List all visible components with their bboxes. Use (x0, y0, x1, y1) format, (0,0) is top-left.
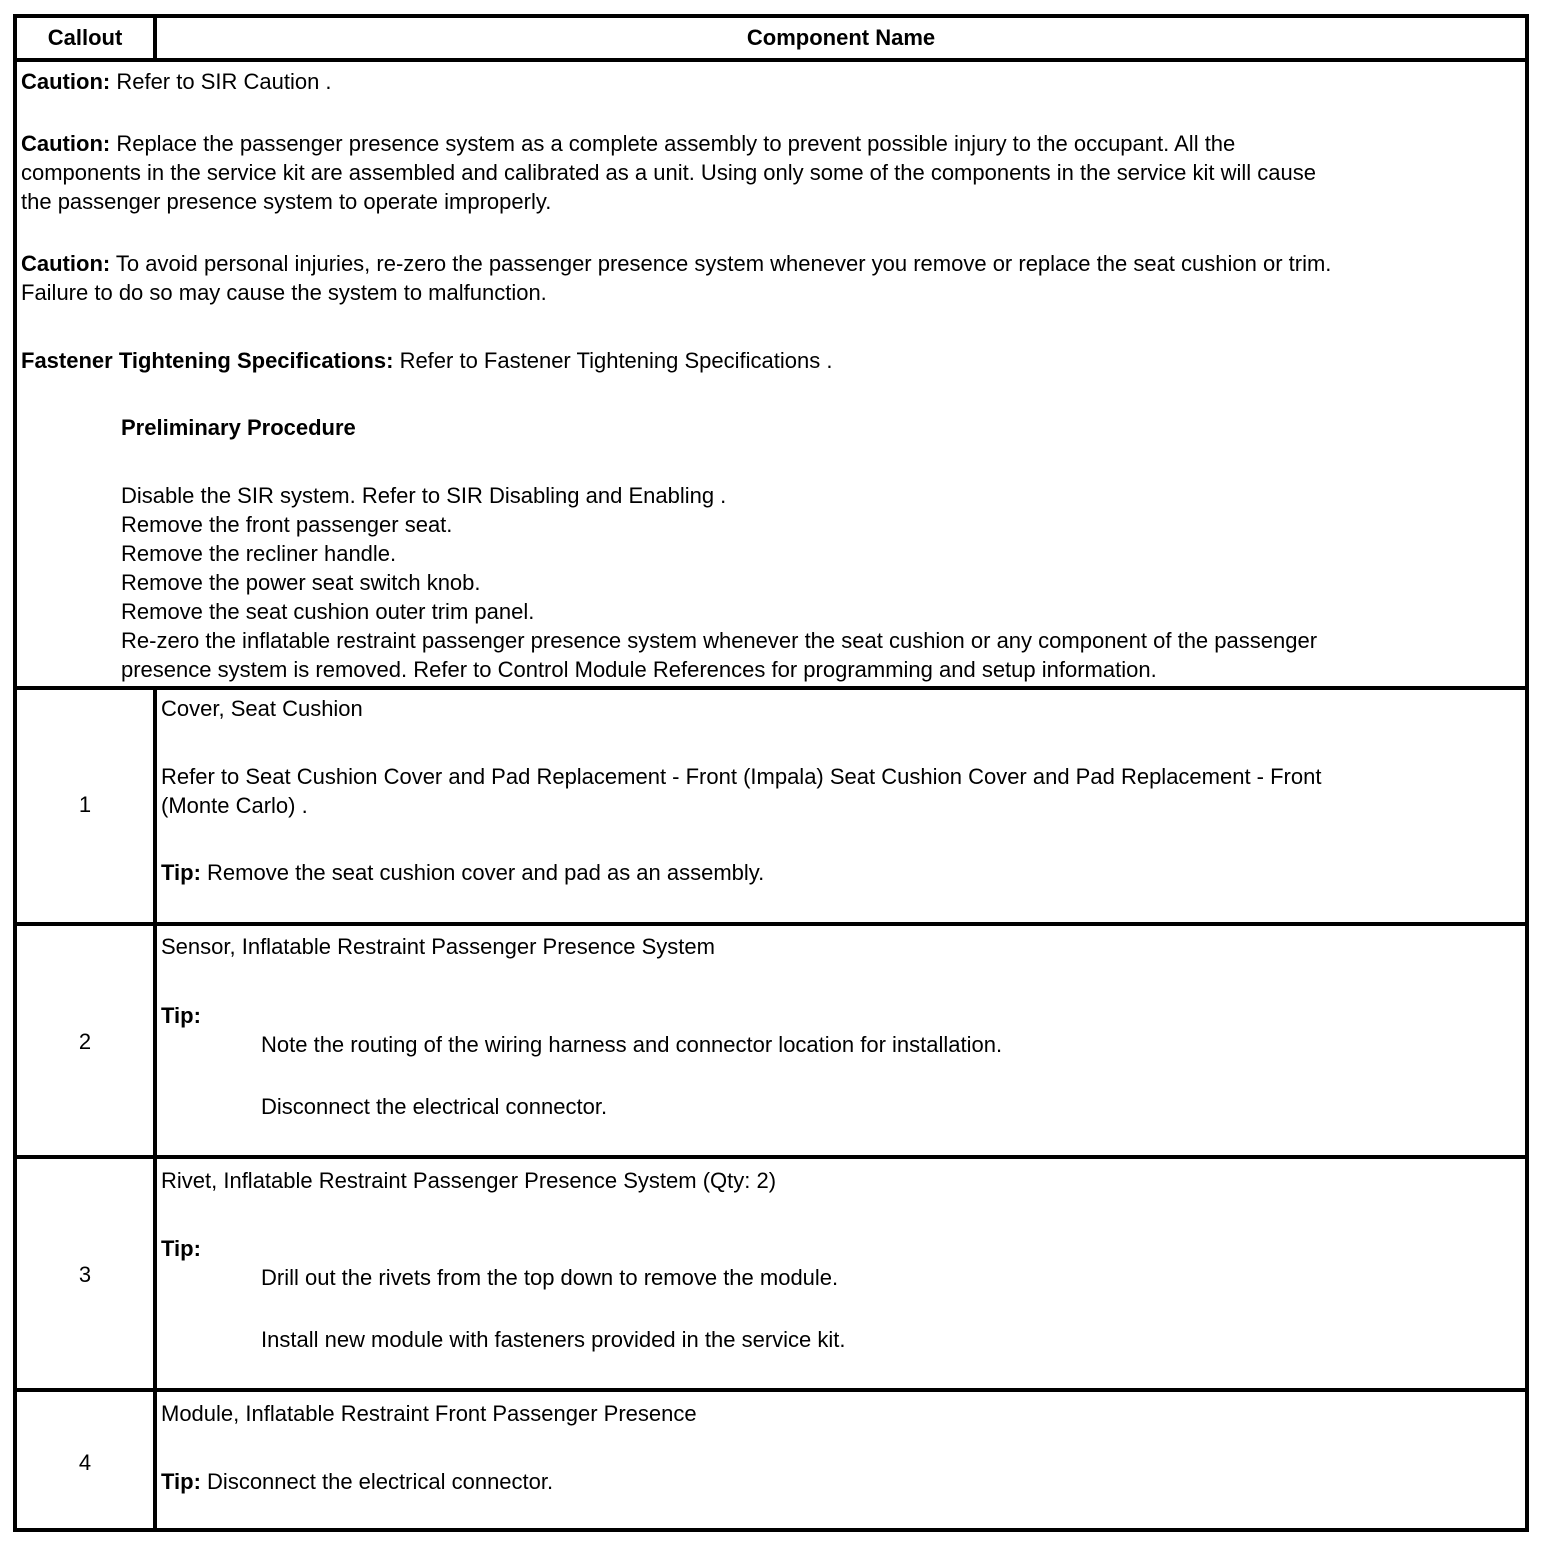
caution-3: Caution: To avoid personal injuries, re-zero the passenger presence system whenever you remove or replace the seat cushion or trim. (21, 251, 1332, 276)
tip-label: Tip: (161, 1236, 201, 1261)
component-name: Sensor, Inflatable Restraint Passenger Presence System (161, 934, 715, 959)
procedure-step: Remove the recliner handle. (121, 541, 397, 566)
component-name: Cover, Seat Cushion (161, 696, 363, 721)
caution-1: Caution: Refer to SIR Caution . (21, 69, 332, 94)
component-name: Rivet, Inflatable Restraint Passenger Presence System (Qty: 2) (161, 1168, 777, 1193)
row-divider (17, 686, 1525, 690)
fastener-specs: Fastener Tightening Specifications: Refer to Fastener Tightening Specifications . (21, 348, 833, 373)
procedure-step: Disable the SIR system. Refer to SIR Disabling and Enabling . (121, 483, 727, 508)
procedure-step: Remove the seat cushion outer trim panel. (121, 599, 535, 624)
tip: Tip: Disconnect the electrical connector. (161, 1469, 554, 1494)
refer-text: Refer to Seat Cushion Cover and Pad Replacement - Front (Impala) Seat Cushion Cover and Pad Replacement - Front (161, 764, 1322, 789)
tip-label: Tip: (161, 1003, 201, 1028)
procedure-step: presence system is removed. Refer to Control Module References for programming and setup information. (121, 657, 1157, 682)
component-name: Module, Inflatable Restraint Front Passenger Presence (161, 1401, 697, 1426)
caution-3-line-2: Failure to do so may cause the system to malfunction. (21, 280, 547, 305)
row-divider (17, 1155, 1525, 1159)
caution-2-line-2: components in the service kit are assembled and calibrated as a unit. Using only some of the components in the service kit will cause (21, 160, 1316, 185)
refer-text-line-2: (Monte Carlo) . (161, 793, 308, 818)
callout-number: 2 (78, 1029, 92, 1054)
column-header-component-name: Component Name (746, 25, 936, 50)
procedure-step: Re-zero the inflatable restraint passenger presence system whenever the seat cushion or any component of the passenger (121, 628, 1318, 653)
procedure-step: Remove the power seat switch knob. (121, 570, 481, 595)
tip-item: Drill out the rivets from the top down to remove the module. (261, 1265, 839, 1290)
procedure-step: Remove the front passenger seat. (121, 512, 453, 537)
row-divider (17, 922, 1525, 926)
caution-2: Caution: Replace the passenger presence system as a complete assembly to prevent possible injury to the occupant. All the (21, 131, 1236, 156)
components-table (13, 14, 1529, 1532)
column-divider (153, 686, 157, 1528)
tip-item: Disconnect the electrical connector. (261, 1094, 608, 1119)
caution-2-line-3: the passenger presence system to operate improperly. (21, 189, 552, 214)
tip-item: Note the routing of the wiring harness and connector location for installation. (261, 1032, 1003, 1057)
tip: Tip: Remove the seat cushion cover and pad as an assembly. (161, 860, 765, 885)
preliminary-procedure-title: Preliminary Procedure (121, 415, 356, 440)
tip-item: Install new module with fasteners provided in the service kit. (261, 1327, 846, 1352)
callout-number: 3 (78, 1262, 92, 1287)
callout-number: 1 (78, 792, 92, 817)
row-divider (17, 1388, 1525, 1392)
row-divider (17, 58, 1525, 62)
column-header-callout: Callout (47, 25, 123, 50)
callout-number: 4 (78, 1450, 92, 1475)
